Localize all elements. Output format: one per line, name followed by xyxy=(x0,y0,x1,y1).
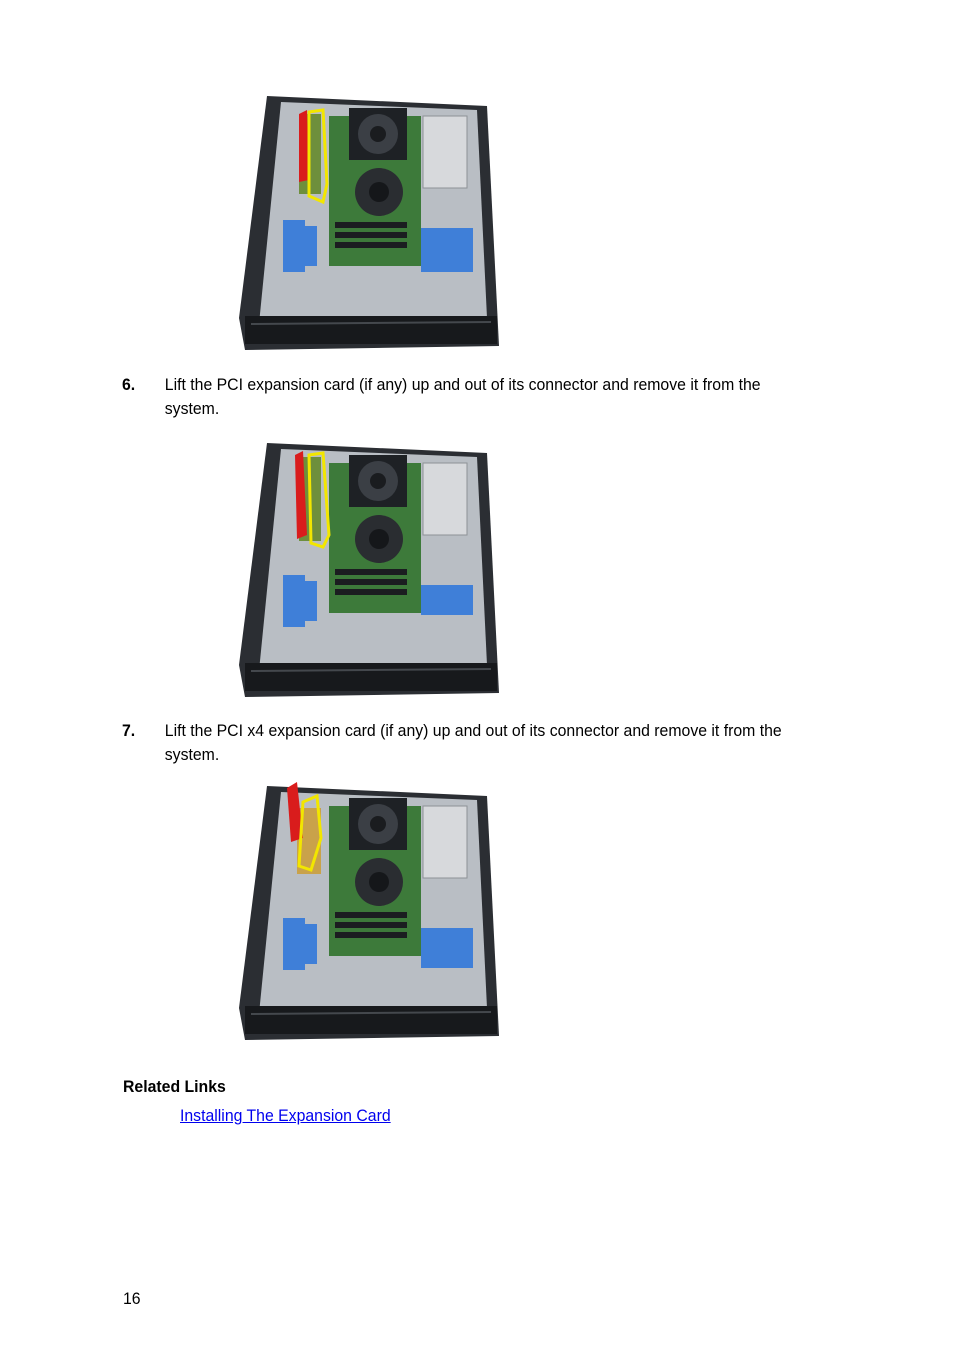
step-text: Lift the PCI expansion card (if any) up and out of its connector and remove it from the system. xyxy=(164,375,761,418)
computer-figure-1 xyxy=(237,88,501,356)
step-number: 7. xyxy=(122,721,136,740)
related-links-heading: Related Links xyxy=(123,1077,226,1096)
step-7 xyxy=(122,719,810,767)
page-number: 16 xyxy=(123,1289,141,1308)
step-number: 6. xyxy=(122,375,136,394)
installing-expansion-card-link[interactable]: Installing The Expansion Card xyxy=(180,1106,391,1125)
step-6 xyxy=(122,373,810,421)
step-text: Lift the PCI x4 expansion card (if any) up and out of its connector and remove it from the system. xyxy=(164,721,782,764)
computer-figure-2 xyxy=(237,435,501,703)
computer-figure-3 xyxy=(237,778,501,1046)
